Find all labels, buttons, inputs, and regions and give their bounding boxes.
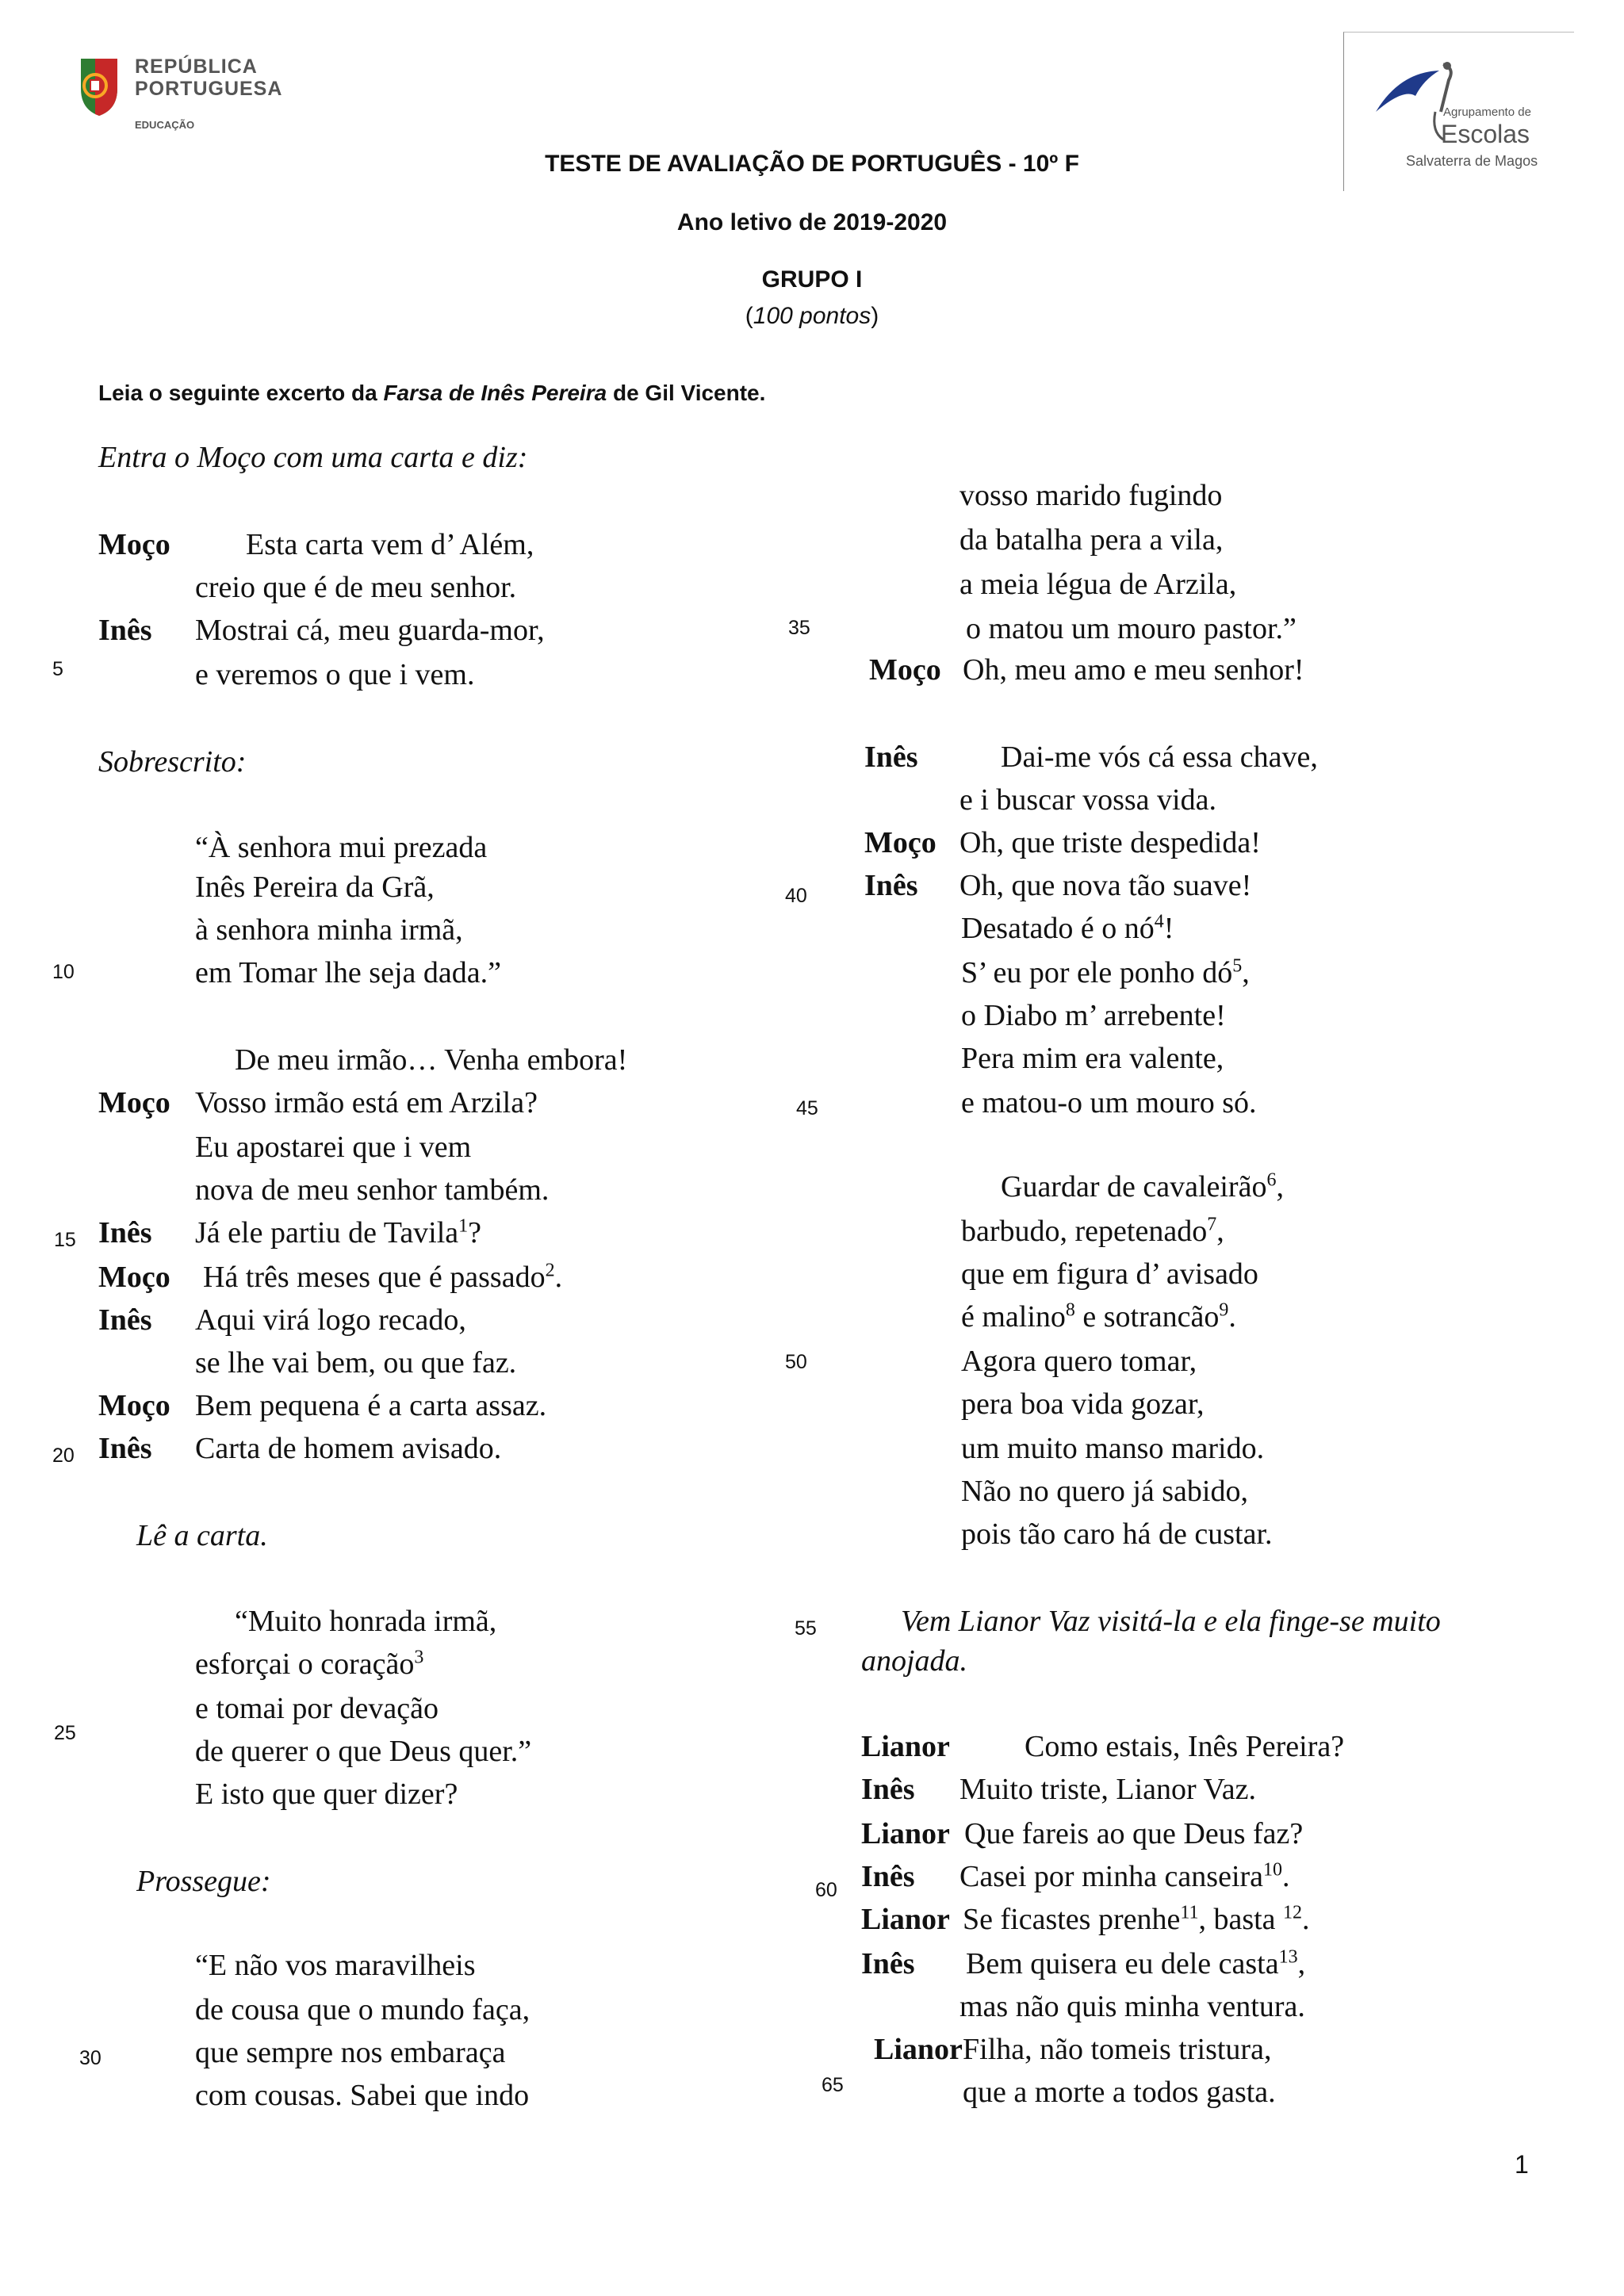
line-number: 25 xyxy=(54,1722,76,1744)
verse-text: Bem quisera eu dele casta xyxy=(966,1947,1279,1980)
verse-line xyxy=(961,1216,1224,1246)
verse-line: um muito manso marido. xyxy=(961,1432,1265,1465)
verse-line: Muito triste, Lianor Vaz. xyxy=(959,1773,1256,1806)
stage-direction: anojada. xyxy=(861,1644,968,1678)
footnote-ref: 5 xyxy=(1232,955,1243,977)
verse-punct: , xyxy=(1242,956,1250,989)
verse-line: o matou um mouro pastor.” xyxy=(966,612,1297,645)
footnote-ref: 13 xyxy=(1278,1946,1298,1968)
verse-line xyxy=(961,1299,1236,1334)
instruction-pre: Leia o seguinte excerto da xyxy=(98,381,384,405)
verse-line: que em figura d’ avisado xyxy=(961,1257,1258,1291)
verse-line: pois tão caro há de custar. xyxy=(961,1517,1273,1551)
footnote-ref: 2 xyxy=(545,1260,555,1281)
verse-line: Eu apostarei que i vem xyxy=(195,1131,472,1164)
verse-punct: ? xyxy=(468,1216,482,1249)
verse-line: Que fareis ao que Deus faz? xyxy=(964,1817,1304,1850)
footnote-ref: 12 xyxy=(1283,1902,1303,1923)
verse-text: barbudo, repetenado xyxy=(961,1215,1208,1248)
verse-line: de querer o que Deus quer.” xyxy=(195,1735,532,1768)
speaker: Inês xyxy=(861,1860,915,1893)
verse-line: Pera mim era valente, xyxy=(961,1042,1224,1075)
verse-text: S’ eu por ele ponho dó xyxy=(961,956,1233,989)
verse-punct: . xyxy=(1282,1860,1290,1893)
footnote-ref: 6 xyxy=(1266,1169,1277,1191)
coat-of-arms-icon xyxy=(78,54,121,117)
speaker: Lianor xyxy=(861,1903,950,1936)
verse-line: Vosso irmão está em Arzila? xyxy=(195,1086,538,1119)
verse-text: , basta xyxy=(1198,1903,1284,1936)
speaker: Moço xyxy=(98,528,170,561)
line-number: 15 xyxy=(54,1229,76,1251)
verse-line: Não no quero já sabido, xyxy=(961,1475,1248,1508)
speaker: Lianor xyxy=(861,1730,950,1763)
verse-text: Guardar de cavaleirão xyxy=(1001,1170,1267,1203)
footnote-ref: 3 xyxy=(414,1647,424,1668)
verse-line: Carta de homem avisado. xyxy=(195,1432,502,1465)
line-number: 5 xyxy=(52,658,63,680)
logo-line-3: EDUCAÇÃO xyxy=(135,119,195,131)
test-title: TESTE DE AVALIAÇÃO DE PORTUGUÊS - 10º F xyxy=(545,151,1079,177)
speaker: Inês xyxy=(861,1773,915,1806)
verse-line: o Diabo m’ arrebente! xyxy=(961,999,1226,1032)
footnote-ref: 4 xyxy=(1154,911,1164,932)
stage-direction: Sobrescrito: xyxy=(98,745,247,779)
verse-text: Casei por minha canseira xyxy=(959,1860,1264,1893)
verse-punct: , xyxy=(1216,1215,1224,1248)
verse-line: Esta carta vem d’ Além, xyxy=(246,528,534,561)
verse-line: “À senhora mui prezada xyxy=(195,831,488,864)
verse-punct: , xyxy=(1297,1947,1306,1980)
verse-line: Mostrai cá, meu guarda-mor, xyxy=(195,614,545,647)
verse-line: em Tomar lhe seja dada.” xyxy=(195,956,501,989)
line-number: 30 xyxy=(79,2047,102,2069)
verse-line: Oh, que triste despedida! xyxy=(959,826,1261,859)
stage-direction: Vem Lianor Vaz visitá-la e ela finge-se muito xyxy=(901,1605,1441,1638)
verse-text: Desatado é o nó xyxy=(961,912,1155,945)
verse-line: Aqui virá logo recado, xyxy=(195,1303,466,1337)
verse-line: pera boa vida gozar, xyxy=(961,1387,1205,1421)
speaker: Lianor xyxy=(874,2033,963,2066)
verse-line: Agora quero tomar, xyxy=(961,1345,1197,1378)
group-heading: GRUPO I xyxy=(761,266,863,293)
page-number: 1 xyxy=(1515,2150,1529,2179)
verse-line: que a morte a todos gasta. xyxy=(963,2076,1276,2109)
verse-line: nova de meu senhor também. xyxy=(195,1173,550,1207)
logo-line-1: REPÚBLICA xyxy=(135,55,258,78)
verse-punct: . xyxy=(554,1261,563,1294)
verse-line: se lhe vai bem, ou que faz. xyxy=(195,1346,517,1380)
line-number: 55 xyxy=(795,1617,817,1640)
instruction xyxy=(98,381,765,406)
speaker: Inês xyxy=(98,1216,152,1249)
speaker: Moço xyxy=(98,1261,170,1294)
verse-line: Como estais, Inês Pereira? xyxy=(1025,1730,1345,1763)
logo-right-line-2: Escolas xyxy=(1441,120,1530,148)
verse-line xyxy=(966,1946,1306,1980)
verse-line xyxy=(195,1215,482,1249)
line-number: 20 xyxy=(52,1445,75,1467)
logo-right-line-3: Salvaterra de Magos xyxy=(1406,153,1538,169)
republica-portuguesa-logo xyxy=(78,49,308,136)
verse-line xyxy=(959,1859,1290,1893)
verse-text: Já ele partiu de Tavila xyxy=(195,1216,459,1249)
footnote-ref: 9 xyxy=(1219,1299,1229,1321)
logo-line-2: PORTUGUESA xyxy=(135,78,283,100)
verse-text: e sotrancão xyxy=(1074,1300,1220,1334)
verse-line: mas não quis minha ventura. xyxy=(959,1990,1305,2023)
verse-line: e matou-o um mouro só. xyxy=(961,1086,1257,1119)
verse-line: creio que é de meu senhor. xyxy=(195,571,517,604)
verse-punct: . xyxy=(1302,1903,1310,1936)
verse-line: Dai-me vós cá essa chave, xyxy=(1001,740,1318,774)
verse-line xyxy=(961,955,1250,989)
verse-text: esforçai o coração xyxy=(195,1647,415,1681)
verse-line xyxy=(195,1649,423,1679)
stage-direction: Lê a carta. xyxy=(136,1519,268,1552)
footnote-ref: 7 xyxy=(1207,1214,1217,1235)
verse-line: com cousas. Sabei que indo xyxy=(195,2079,530,2112)
verse-line: e tomai por devação xyxy=(195,1692,439,1725)
verse-line xyxy=(1001,1169,1284,1203)
verse-line: vosso marido fugindo xyxy=(959,479,1223,512)
logo-right-line-1: Agrupamento de xyxy=(1443,105,1531,119)
instruction-work: Farsa de Inês Pereira xyxy=(383,381,607,405)
verse-text: é malino xyxy=(961,1300,1066,1334)
school-year: Ano letivo de 2019-2020 xyxy=(676,209,948,235)
speaker: Inês xyxy=(861,1947,915,1980)
footnote-ref: 1 xyxy=(458,1215,469,1237)
speaker: Moço xyxy=(98,1086,170,1119)
verse-text: Se ficastes prenhe xyxy=(963,1903,1181,1936)
verse-line: Bem pequena é a carta assaz. xyxy=(195,1389,547,1422)
footnote-ref: 11 xyxy=(1180,1902,1199,1923)
verse-line: Filha, não tomeis tristura, xyxy=(963,2033,1272,2066)
speaker: Inês xyxy=(98,1432,152,1465)
line-number: 65 xyxy=(822,2074,844,2096)
speaker: Moço xyxy=(864,826,936,859)
speaker: Inês xyxy=(864,869,918,902)
footnote-ref: 10 xyxy=(1263,1859,1283,1881)
verse-punct: . xyxy=(1228,1300,1236,1334)
points-label: (100 pontos) xyxy=(745,303,879,329)
verse-line: Inês Pereira da Grã, xyxy=(195,871,435,904)
verse-line: à senhora minha irmã, xyxy=(195,913,463,947)
speaker: Inês xyxy=(98,1303,152,1337)
line-number: 40 xyxy=(785,885,807,907)
verse-line: de cousa que o mundo faça, xyxy=(195,1993,530,2026)
verse-punct: , xyxy=(1276,1170,1284,1203)
verse-line: e i buscar vossa vida. xyxy=(959,783,1216,817)
speaker: Moço xyxy=(98,1389,170,1422)
stage-direction: Entra o Moço com uma carta e diz: xyxy=(98,441,528,474)
speaker: Inês xyxy=(864,740,918,774)
speaker: Moço xyxy=(869,653,941,687)
points-value: 100 pontos xyxy=(753,303,871,329)
verse-line: Oh, meu amo e meu senhor! xyxy=(963,653,1304,687)
instruction-post: de Gil Vicente. xyxy=(607,381,766,405)
footnote-ref: 8 xyxy=(1065,1299,1075,1321)
verse-text: Há três meses que é passado xyxy=(203,1261,546,1294)
line-number: 45 xyxy=(796,1097,818,1119)
stage-direction: Prossegue: xyxy=(136,1865,271,1898)
verse-line: E isto que quer dizer? xyxy=(195,1777,458,1811)
verse-line: “Muito honrada irmã, xyxy=(235,1605,497,1638)
line-number: 35 xyxy=(788,617,810,639)
verse-line: De meu irmão… Venha embora! xyxy=(235,1043,628,1077)
speaker: Inês xyxy=(98,614,152,647)
line-number: 50 xyxy=(785,1351,807,1373)
verse-line: a meia légua de Arzila, xyxy=(959,568,1237,601)
speaker: Lianor xyxy=(861,1817,950,1850)
verse-line xyxy=(961,913,1174,943)
line-number: 10 xyxy=(52,961,75,983)
verse-line xyxy=(963,1904,1310,1934)
verse-line: Oh, que nova tão suave! xyxy=(959,869,1252,902)
verse-line xyxy=(203,1262,562,1292)
line-number: 60 xyxy=(815,1879,837,1901)
verse-line: e veremos o que i vem. xyxy=(195,658,475,691)
verse-line: da batalha pera a vila, xyxy=(959,523,1224,557)
verse-line: que sempre nos embaraça xyxy=(195,2036,506,2069)
verse-punct: ! xyxy=(1163,912,1174,945)
verse-line: “E não vos maravilheis xyxy=(195,1949,476,1982)
